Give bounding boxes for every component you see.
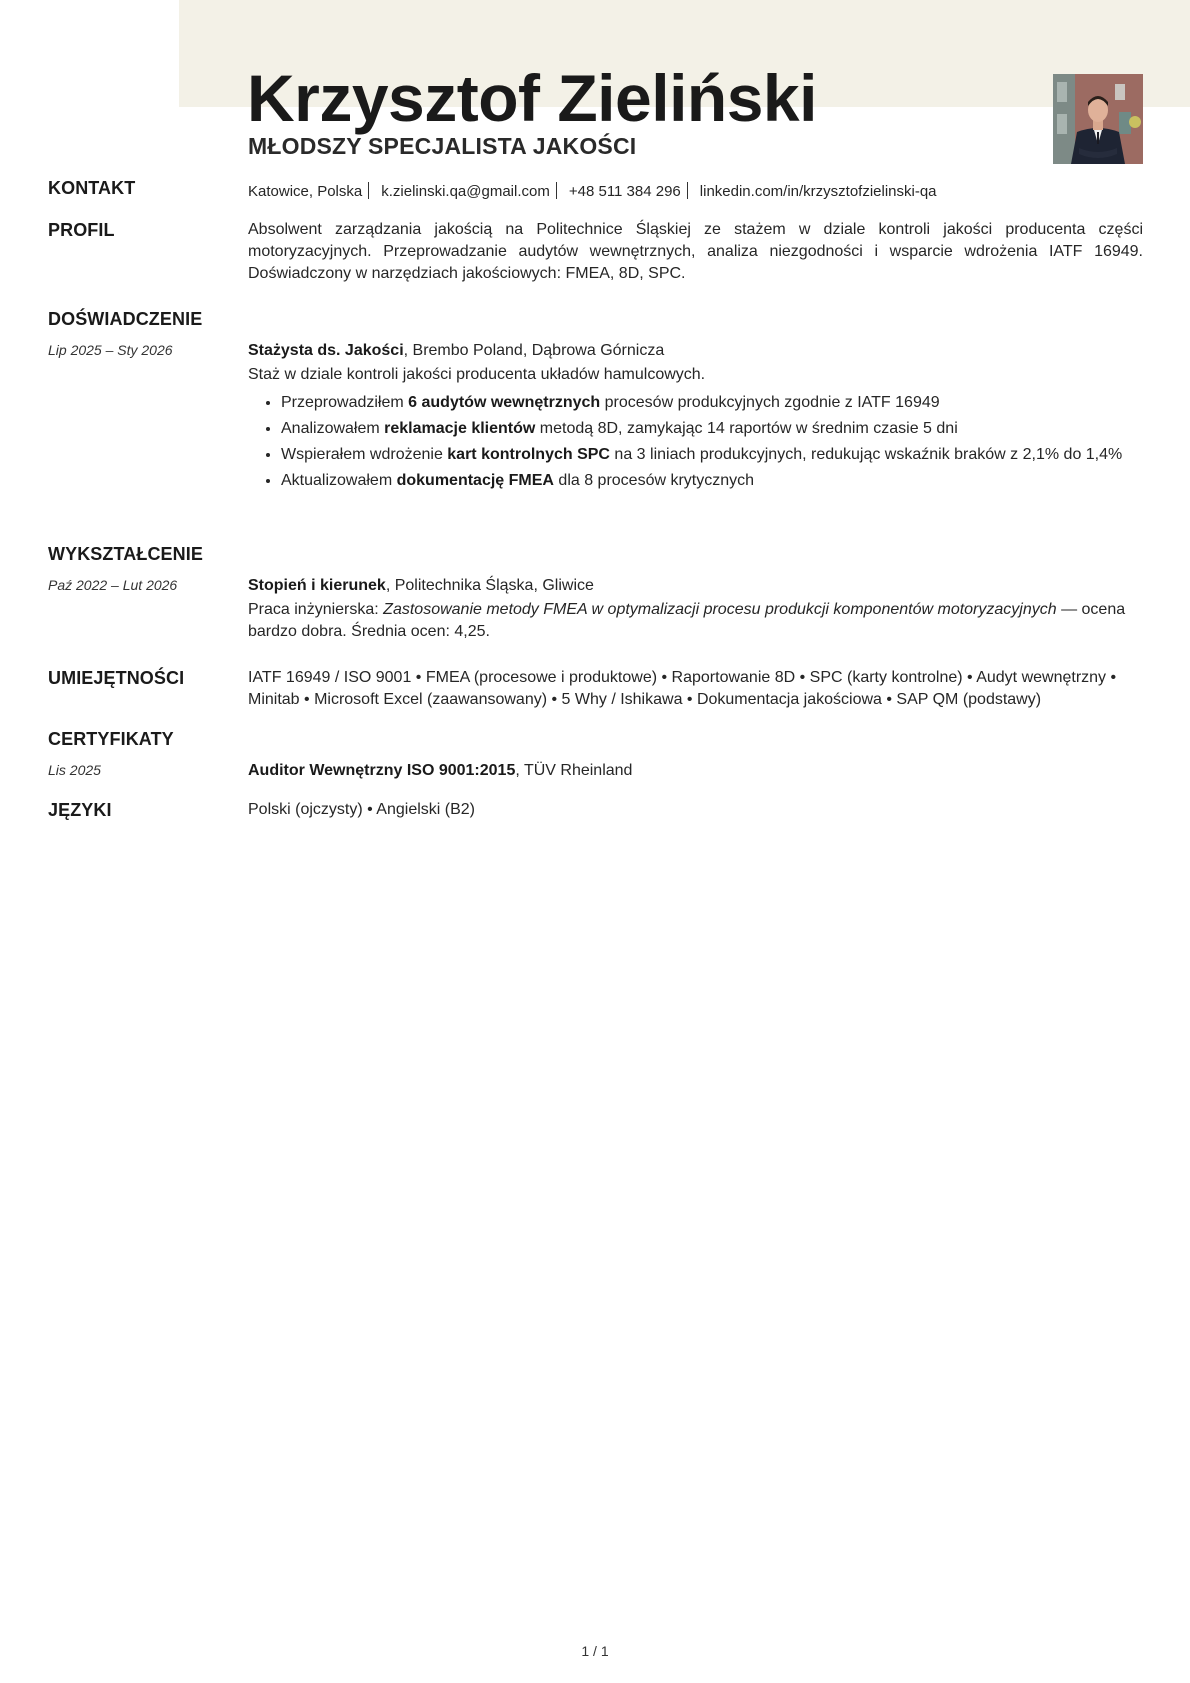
education-entry [248, 575, 1143, 643]
section-label-certificates: CERTYFIKATY [48, 729, 174, 749]
thesis-suffix: — ocena bardzo dobra. Średnia ocen: 4,25. [248, 601, 1126, 640]
bullet-highlight: dokumentację FMEA [396, 472, 554, 489]
contact-line [248, 181, 1143, 203]
education-thesis [248, 599, 1143, 643]
profile-text: Absolwent zarządzania jakością na Politechnice Śląskiej ze stażem w dziale kontroli jakości producenta części motoryzacyjnych. Przeprowadzanie audytów wewnętrznych, analiza niezgodności i wsparcie wdrożenia IATF 16949. Doświadczony w narzędziach jakościowych: FMEA, 8D, SPC. [248, 221, 1143, 282]
bullet-highlight: 6 audytów wewnętrznych [408, 394, 601, 411]
experience-title: Stażysta ds. Jakości [248, 342, 404, 359]
bullet-text: Wspierałem wdrożenie [281, 446, 448, 463]
experience-org: , Brembo Poland, Dąbrowa Górnicza [403, 342, 665, 359]
bullet-highlight: kart kontrolnych SPC [447, 446, 610, 463]
contact-location: Katowice, Polska [248, 183, 363, 200]
candidate-name: Krzysztof Zieliński [247, 61, 817, 135]
thesis-prefix: Praca inżynierska: [248, 601, 384, 618]
experience-date: Lip 2025 – Sty 2026 [48, 342, 173, 358]
bullet-highlight: reklamacje klientów [384, 420, 536, 437]
contact-linkedin[interactable]: linkedin.com/in/krzysztofzielinski-qa [699, 183, 937, 200]
bullet-text: Aktualizowałem [281, 472, 397, 489]
profile-photo [1053, 74, 1143, 164]
bullet-text: Analizowałem [281, 420, 385, 437]
separator [368, 182, 369, 199]
list-item [281, 392, 1143, 414]
certificate-title: Auditor Wewnętrzny ISO 9001:2015 [248, 762, 516, 779]
experience-entry [248, 340, 1143, 496]
education-heading [248, 575, 1143, 597]
section-label-languages: JĘZYKI [48, 800, 112, 820]
separator [556, 182, 557, 199]
contact-email[interactable]: k.zielinski.qa@gmail.com [381, 183, 550, 200]
candidate-role: MŁODSZY SPECJALISTA JAKOŚCI [248, 133, 637, 159]
separator [687, 182, 688, 199]
section-label-education: WYKSZTAŁCENIE [48, 544, 203, 564]
person-photo-icon [1053, 74, 1143, 164]
page-number: 1 / 1 [581, 1643, 609, 1659]
thesis-title: Zastosowanie metody FMEA w optymalizacji procesu produkcji komponentów motoryzacyjnych [383, 601, 1057, 618]
contact-phone[interactable]: +48 511 384 296 [568, 183, 681, 200]
list-item [281, 470, 1143, 492]
certificate-date: Lis 2025 [48, 762, 101, 778]
experience-bullets [248, 392, 1143, 492]
languages-text: Polski (ojczysty) • Angielski (B2) [248, 801, 475, 818]
certificate-entry [248, 760, 1143, 782]
section-label-experience: DOŚWIADCZENIE [48, 309, 203, 329]
list-item [281, 444, 1143, 466]
experience-heading [248, 340, 1143, 362]
education-degree: Stopień i kierunek [248, 577, 386, 594]
bullet-text: procesów produkcyjnych zgodnie z IATF 16949 [600, 394, 940, 411]
experience-description: Staż w dziale kontroli jakości producenta układów hamulcowych. [248, 366, 706, 383]
skills-text: IATF 16949 / ISO 9001 • FMEA (procesowe i produktowe) • Raportowanie 8D • SPC (karty kontrolne) • Audyt wewnętrzny • Minitab • Microsoft Excel (zaawansowany) • 5 Why / Ishikawa • Dokumentacja jakościowa • SAP QM (podstawy) [248, 669, 1117, 708]
section-label-contact: KONTAKT [48, 178, 136, 198]
section-label-skills: UMIEJĘTNOŚCI [48, 668, 185, 688]
bullet-text: na 3 liniach produkcyjnych, redukując wskaźnik braków z 2,1% do 1,4% [609, 446, 1123, 463]
bullet-text: Przeprowadziłem [281, 394, 409, 411]
certificate-issuer: , TÜV Rheinland [515, 762, 633, 779]
education-date: Paź 2022 – Lut 2026 [48, 577, 178, 593]
list-item [281, 418, 1143, 440]
bullet-text: metodą 8D, zamykając 14 raportów w średnim czasie 5 dni [535, 420, 958, 437]
section-label-profile: PROFIL [48, 220, 115, 240]
bullet-text: dla 8 procesów krytycznych [553, 472, 755, 489]
education-school: , Politechnika Śląska, Gliwice [385, 577, 594, 594]
